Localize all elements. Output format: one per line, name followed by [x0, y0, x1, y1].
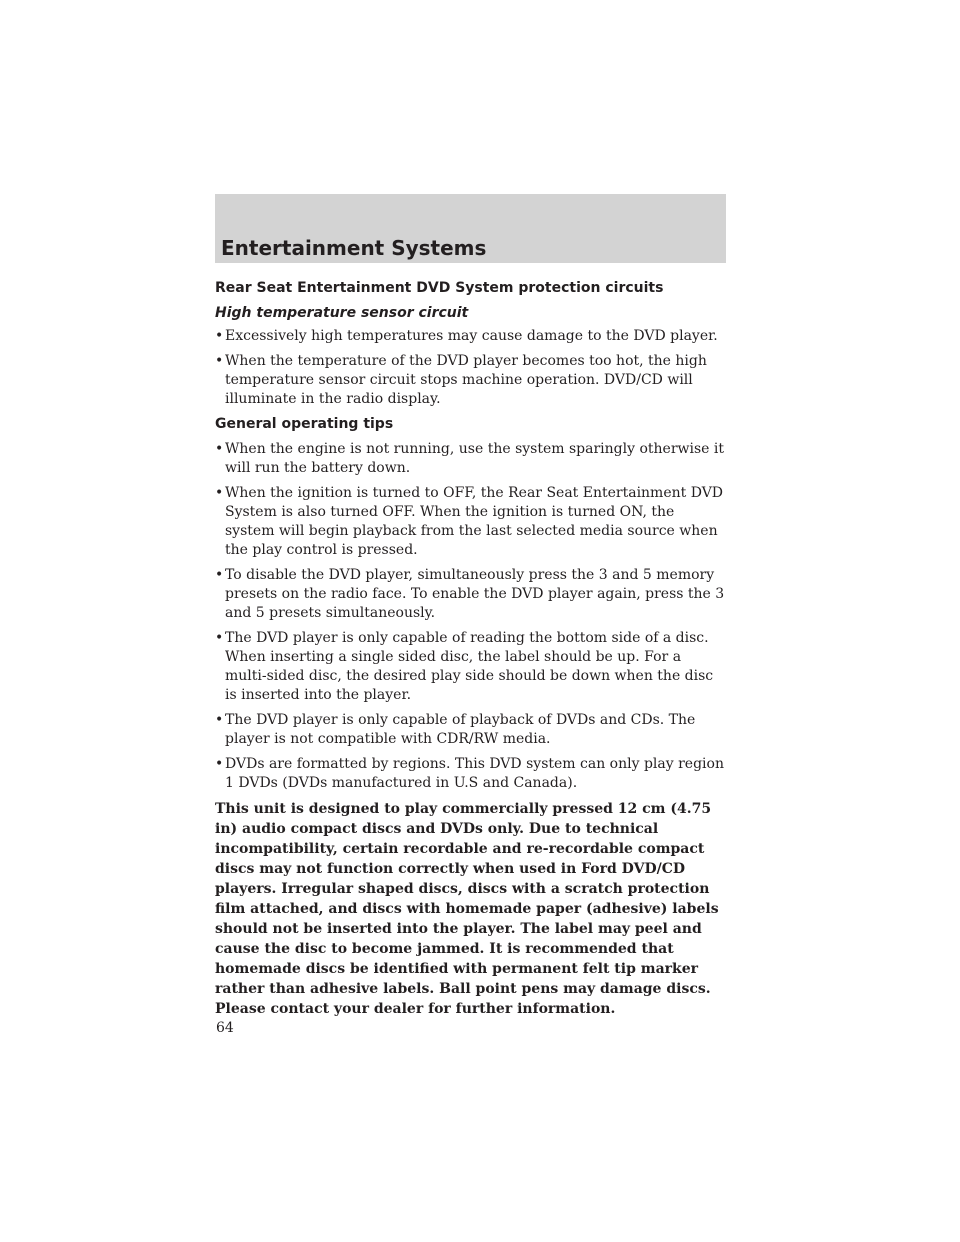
disc-compatibility-notice: This unit is designed to play commercially pressed 12 cm (4.75 in) audio compact discs and DVDs only. Due to technical incompatibility, certain recordable and re-recordable compact discs may not function correctly when used in Ford DVD/CD players. Irregular shaped discs, discs with a scratch protection film attached, and discs with homemade paper (adhesive) labels should not be inserted into the player. The label may peel and cause the disc to become jammed. It is recommended that homemade discs be identified with permanent felt tip marker rather than adhesive labels. Ball point pens may damage discs. Please contact your dealer for further information. [215, 801, 719, 1017]
list-item-text: When the engine is not running, use the system sparingly otherwise it will run the battery down. [225, 441, 725, 476]
page-number: 64 [216, 1020, 234, 1036]
list-item [215, 352, 727, 409]
high-temp-subheading: High temperature sensor circuit [215, 305, 469, 321]
bullet-icon: • [215, 353, 224, 369]
bullet-icon: • [215, 712, 224, 728]
list-item-text: The DVD player is only capable of playback of DVDs and CDs. The player is not compatible with CDR/RW media. [225, 712, 696, 747]
bullet-icon: • [215, 630, 224, 646]
list-item-text: The DVD player is only capable of reading the bottom side of a disc. When inserting a single sided disc, the label should be up. For a multi-sided disc, the desired play side should be down when the disc is inserted into the player. [225, 630, 714, 703]
protection-bullet-list [215, 327, 727, 409]
list-item [215, 711, 727, 749]
list-item-text: Excessively high temperatures may cause damage to the DVD player. [225, 328, 718, 344]
list-item [215, 327, 727, 346]
list-item [215, 566, 727, 623]
page-content [215, 279, 727, 1019]
list-item-text: DVDs are formatted by regions. This DVD system can only play region 1 DVDs (DVDs manufactured in U.S and Canada). [225, 756, 724, 791]
bullet-icon: • [215, 485, 224, 501]
protection-circuits-heading: Rear Seat Entertainment DVD System protection circuits [215, 280, 664, 296]
page-section-title: Entertainment Systems [221, 236, 487, 260]
list-item [215, 629, 727, 705]
tips-bullet-list [215, 440, 727, 793]
list-item-text: When the temperature of the DVD player becomes too hot, the high temperature sensor circuit stops machine operation. DVD/CD will illuminate in the radio display. [225, 353, 707, 407]
bullet-icon: • [215, 756, 224, 772]
bullet-icon: • [215, 567, 224, 583]
list-item-text: To disable the DVD player, simultaneously press the 3 and 5 memory presets on the radio face. To enable the DVD player again, press the 3 and 5 presets simultaneously. [225, 567, 725, 621]
bullet-icon: • [215, 441, 224, 457]
list-item-text: When the ignition is turned to OFF, the Rear Seat Entertainment DVD System is also turned OFF. When the ignition is turned ON, the system will begin playback from the last selected media source when the play control is pressed. [225, 485, 724, 558]
bullet-icon: • [215, 328, 224, 344]
list-item [215, 440, 727, 478]
list-item [215, 755, 727, 793]
operating-tips-heading: General operating tips [215, 416, 394, 432]
list-item [215, 484, 727, 560]
